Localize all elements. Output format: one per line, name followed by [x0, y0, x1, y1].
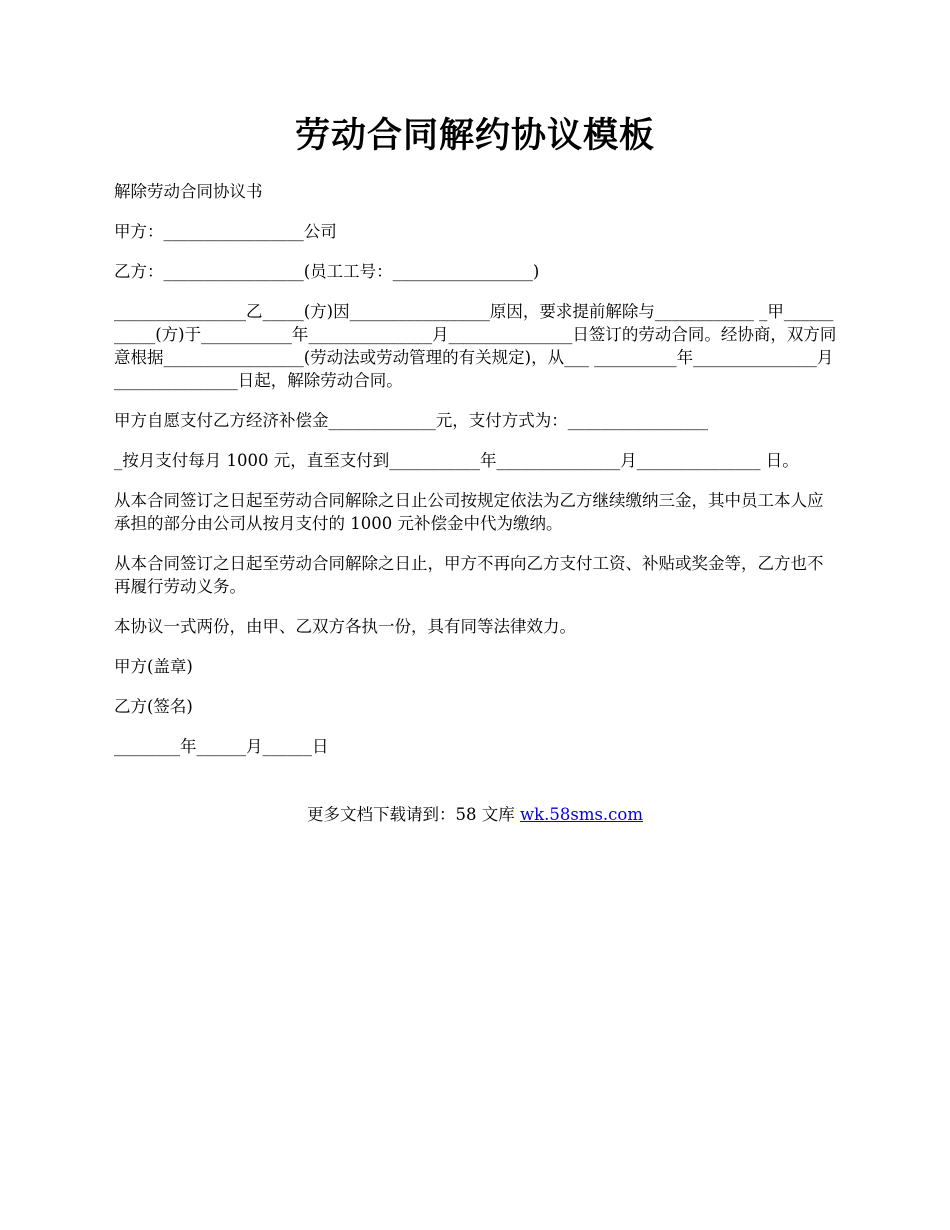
subtitle-paragraph: 解除劳动合同协议书 [114, 182, 263, 201]
footer-text: 更多文档下载请到：58 文库 [306, 805, 520, 824]
compensation-clause: 甲方自愿支付乙方经济补偿金_____________元，支付方式为：_________________ [114, 411, 708, 430]
no-salary-clause: 从本合同签订之日起至劳动合同解除之日止，甲方不再向乙方支付工资、补贴或奖金等，乙方也不再履行劳动义务。 [114, 554, 824, 596]
party-b-signature-line: 乙方(签名) [114, 697, 193, 716]
document-title: 劳动合同解约协议模板 [294, 115, 655, 156]
footer [0, 803, 950, 826]
party-a-line: 甲方：_________________公司 [114, 222, 337, 241]
payment-schedule-clause: _按月支付每月 1000 元，直至支付到___________年_______________月_______________ 日。 [114, 451, 799, 470]
document-body [114, 180, 838, 775]
termination-clause: ________________乙_____(方)因_________________原因，要求提前解除与____________ _甲___________(方)于___________年_______________月_______________日签订的劳动合同。经协商，双方同意根据_________________(劳动法或劳动管理的有关规定)，从___ __________年_______________月_______________日起，解除劳动合同。 [114, 302, 837, 390]
insurance-clause: 从本合同签订之日起至劳动合同解除之日止公司按规定依法为乙方继续缴纳三金，其中员工本人应承担的部分由公司从按月支付的 1000 元补偿金中代为缴纳。 [114, 491, 824, 533]
party-a-seal-line: 甲方(盖章) [114, 657, 193, 676]
party-b-line: 乙方：_________________(员工工号：_________________) [114, 262, 540, 281]
footer-link[interactable]: wk.58sms.com [519, 805, 643, 824]
copies-clause: 本协议一式两份，由甲、乙双方各执一份，具有同等法律效力。 [114, 617, 576, 636]
date-line: ________年______月______日 [114, 737, 329, 756]
